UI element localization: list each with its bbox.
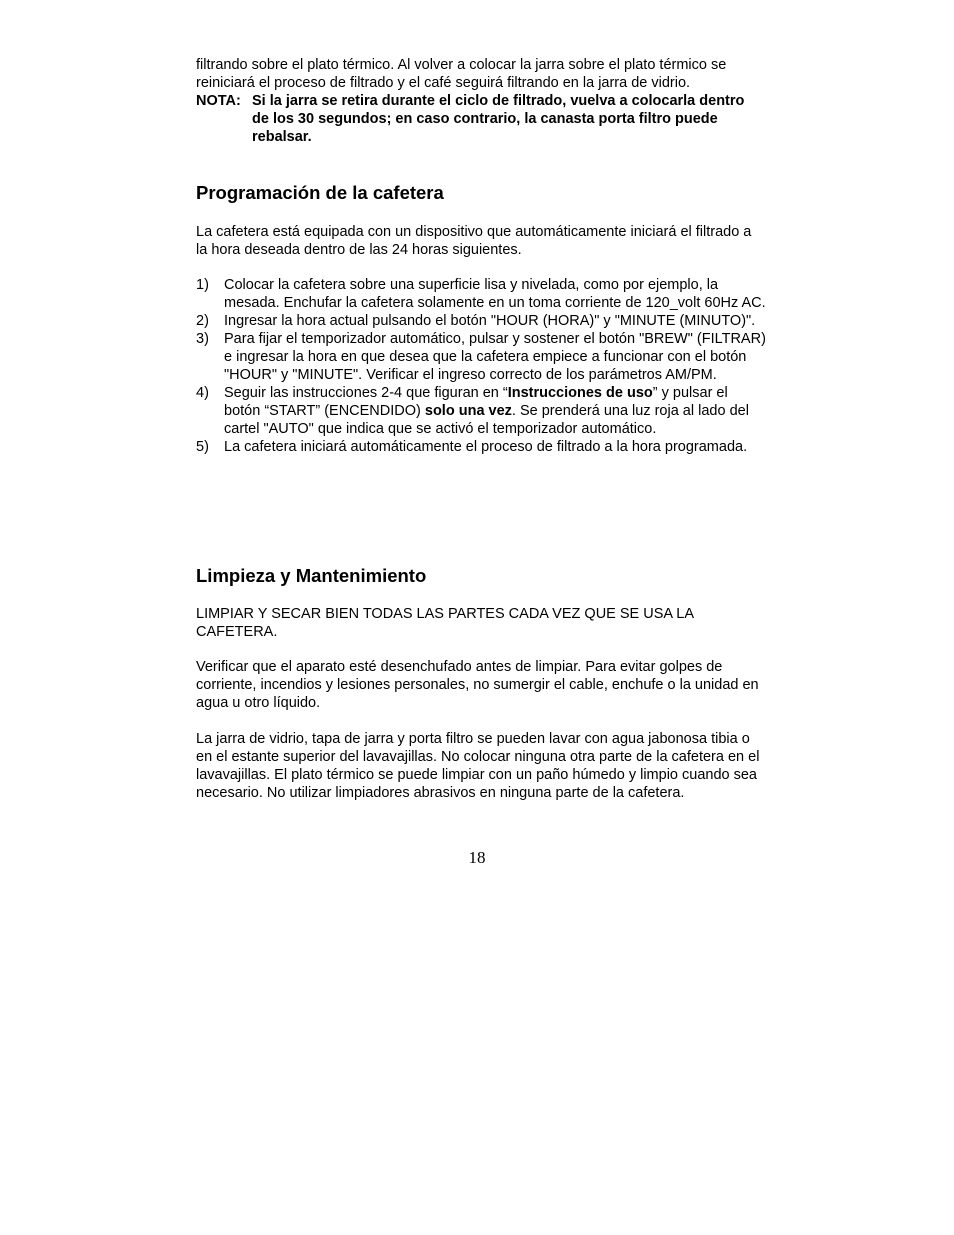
list-item (196, 312, 766, 330)
intro-paragraph: filtrando sobre el plato térmico. Al volver a colocar la jarra sobre el plato térmico se reiniciará el proceso de filtrado y el café seguirá filtrando en la jarra de vidrio. (196, 57, 727, 91)
step-text (224, 385, 749, 437)
step-number: 3) (196, 331, 209, 347)
step-text: Ingresar la hora actual pulsando el botón "HOUR (HORA)" y "MINUTE (MINUTO)". (224, 313, 756, 329)
step-text-pre: Seguir las instrucciones 2-4 que figuran en “ (224, 385, 508, 401)
step-text: Para fijar el temporizador automático, pulsar y sostener el botón "BREW" (FILTRAR) e ingresar la hora en que desea que la cafetera empiece a funcionar con el botón "HOUR" y "MINUTE". Verificar el ingreso correcto de los parámetros AM/PM. (224, 331, 766, 383)
page-number: 18 (468, 848, 486, 867)
list-item (196, 330, 766, 384)
list-item (196, 384, 766, 438)
step-text-bold-solo-una-vez: solo una vez (424, 403, 512, 419)
section-heading-programacion: Programación de la cafetera (196, 182, 444, 203)
step-text: La cafetera iniciará automáticamente el proceso de filtrado a la hora programada. (224, 439, 748, 455)
section-heading-limpieza: Limpieza y Mantenimiento (196, 565, 427, 586)
step-number: 1) (196, 277, 209, 293)
programming-steps-list (196, 276, 766, 456)
programacion-intro: La cafetera está equipada con un dispositivo que automáticamente iniciará el filtrado a la hora deseada dentro de las 24 horas siguientes. (196, 224, 752, 258)
note-text: Si la jarra se retira durante el ciclo de filtrado, vuelva a colocarla dentro de los 30 segundos; en caso contrario, la canasta porta filtro puede rebalsar. (252, 93, 745, 145)
limpieza-paragraph-1: LIMPIAR Y SECAR BIEN TODAS LAS PARTES CADA VEZ QUE SE USA LA CAFETERA. (196, 606, 694, 640)
limpieza-paragraph-3: La jarra de vidrio, tapa de jarra y porta filtro se pueden lavar con agua jabonosa tibia o en el estante superior del lavavajillas. No colocar ninguna otra parte de la cafetera en el lavavajillas. El plato térmico se puede limpiar con un paño húmedo y limpio cuando sea necesario. No utilizar limpiadores abrasivos en ninguna parte de la cafetera. (196, 731, 760, 801)
step-text-bold-instrucciones: Instrucciones de uso (507, 385, 653, 401)
step-number: 2) (196, 313, 209, 329)
limpieza-paragraph-2: Verificar que el aparato esté desenchufado antes de limpiar. Para evitar golpes de corriente, incendios y lesiones personales, no sumergir el cable, enchufe o la unidad en agua u otro líquido. (196, 659, 759, 711)
step-text-post: . Se prenderá una luz roja al lado del cartel "AUTO" que indica que se activó el temporizador automático. (224, 403, 749, 437)
step-number: 4) (196, 385, 209, 401)
step-text: Colocar la cafetera sobre una superficie lisa y nivelada, como por ejemplo, la mesada. Enchufar la cafetera solamente en un toma corriente de 120_volt 60Hz AC. (224, 277, 766, 311)
note-label: NOTA: (196, 93, 241, 109)
list-item (196, 276, 766, 312)
list-item (196, 438, 766, 456)
step-number: 5) (196, 439, 209, 455)
step-text-mid: ” y pulsar el botón “START” (ENCENDIDO) (224, 385, 728, 419)
